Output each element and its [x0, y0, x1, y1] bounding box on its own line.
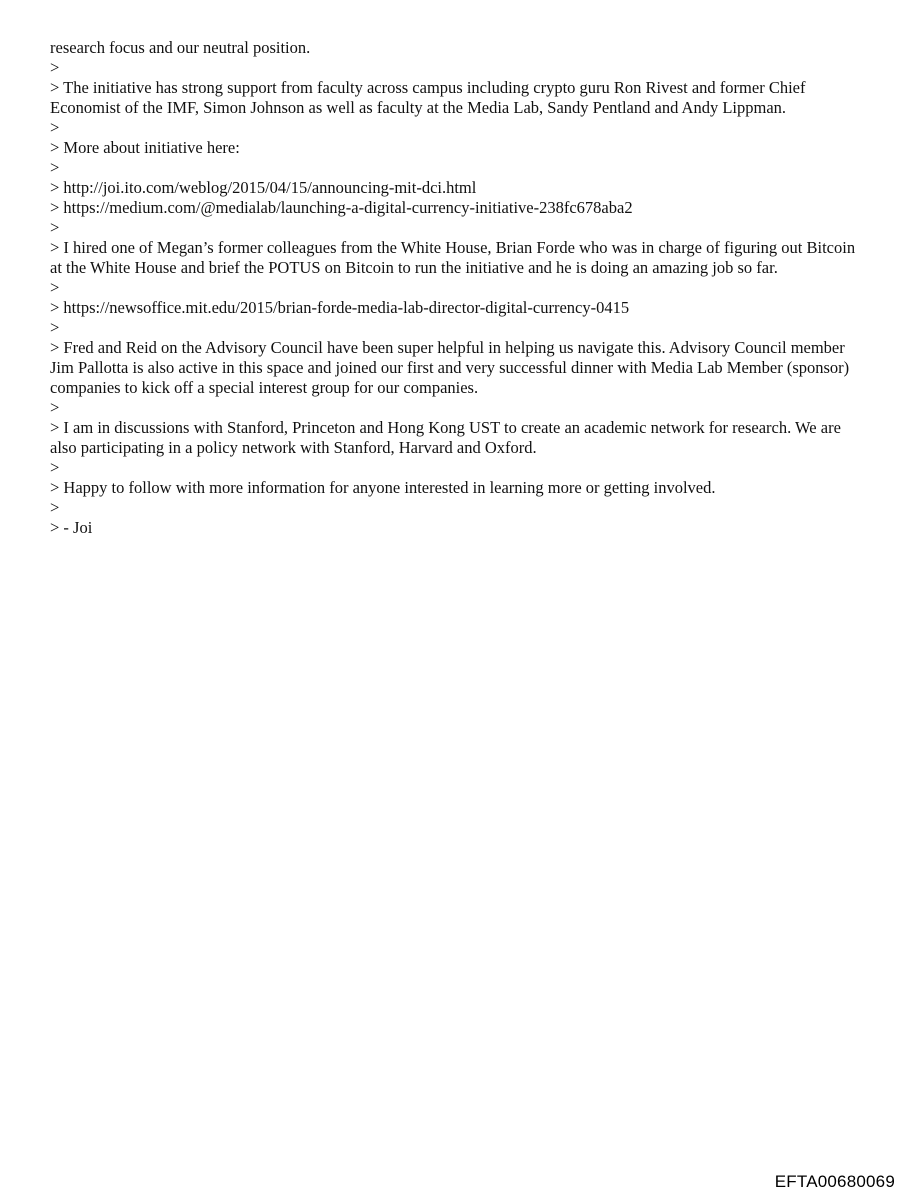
link-line: > http://joi.ito.com/weblog/2015/04/15/announcing-mit-dci.html: [50, 178, 477, 197]
quote-marker: >: [50, 318, 60, 337]
quote-marker: >: [50, 498, 60, 517]
bates-number: EFTA00680069: [774, 1172, 895, 1191]
quote-marker: >: [50, 58, 60, 77]
email-body: [50, 38, 870, 538]
text-line: > Happy to follow with more information for anyone interested in learning more or getting involved.: [50, 478, 716, 497]
text-line: > More about initiative here:: [50, 138, 240, 157]
text-line: > I hired one of Megan’s former colleagues from the White House, Brian Forde who was in charge of figuring out Bitcoin at the White House and brief the POTUS on Bitcoin to run the initiative and he is doing an amazing job so far.: [50, 238, 856, 277]
quote-marker: >: [50, 118, 60, 137]
signature-line: > - Joi: [50, 518, 93, 537]
quote-marker: >: [50, 458, 60, 477]
quote-marker: >: [50, 278, 60, 297]
text-line: > The initiative has strong support from faculty across campus including crypto guru Ron Rivest and former Chief Economist of the IMF, Simon Johnson as well as faculty at the Media Lab, Sandy Pentland and Andy Lippman.: [50, 78, 806, 117]
quote-marker: >: [50, 398, 60, 417]
link-line: > https://newsoffice.mit.edu/2015/brian-forde-media-lab-director-digital-currency-0415: [50, 298, 630, 317]
text-line: research focus and our neutral position.: [50, 38, 311, 57]
text-line: > I am in discussions with Stanford, Princeton and Hong Kong UST to create an academic network for research. We are also participating in a policy network with Stanford, Harvard and Oxford.: [50, 418, 841, 457]
link-line: > https://medium.com/@medialab/launching-a-digital-currency-initiative-238fc678aba2: [50, 198, 633, 217]
text-line: > Fred and Reid on the Advisory Council have been super helpful in helping us navigate this. Advisory Council member Jim Pallotta is also active in this space and joined our first and very successful dinner with Media Lab Member (sponsor) companies to kick off a special interest group for our companies.: [50, 338, 850, 397]
quote-marker: >: [50, 218, 60, 237]
quote-marker: >: [50, 158, 60, 177]
